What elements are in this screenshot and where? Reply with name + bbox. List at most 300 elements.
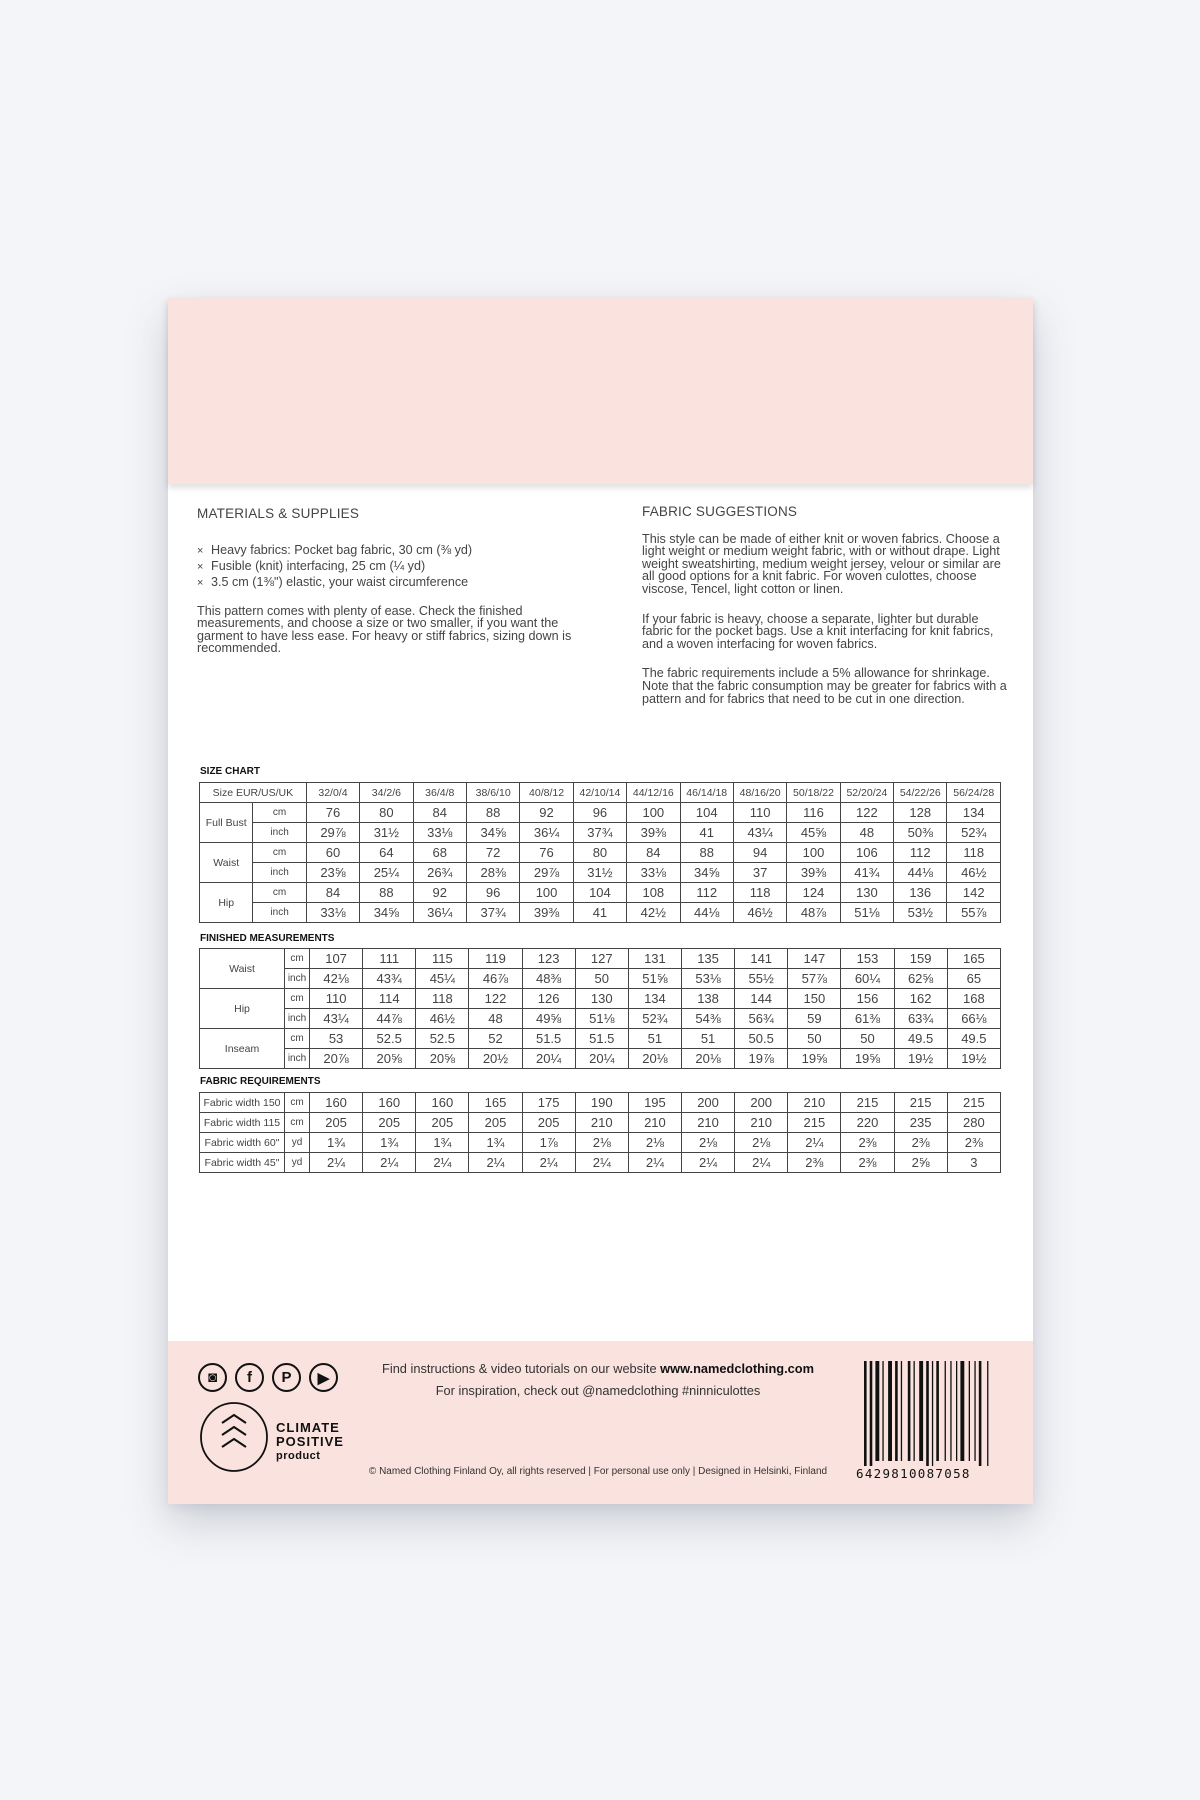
- table-row: [200, 1049, 1001, 1069]
- value-cell: 147: [788, 949, 841, 969]
- value-cell: 50: [788, 1029, 841, 1049]
- value-cell: 110: [310, 989, 363, 1009]
- barcode-bar: [960, 1361, 964, 1461]
- value-cell: 20⅞: [310, 1049, 363, 1069]
- value-cell: 50: [575, 969, 628, 989]
- value-cell: 26¾: [413, 863, 466, 883]
- value-cell: 142: [947, 883, 1001, 903]
- fabric-suggestions-title: FABRIC SUGGESTIONS: [642, 504, 798, 519]
- barcode-bar: [950, 1361, 951, 1461]
- table-row: [200, 803, 1001, 823]
- unit-cell: cm: [285, 1113, 310, 1133]
- value-cell: 106: [840, 843, 893, 863]
- fabric-requirements-table: [199, 1092, 1001, 1173]
- size-column-header: 52/20/24: [840, 783, 893, 803]
- measurement-label: Hip: [200, 989, 285, 1029]
- value-cell: 28⅜: [466, 863, 519, 883]
- value-cell: 50⅜: [894, 823, 947, 843]
- value-cell: 46½: [416, 1009, 469, 1029]
- table-row: [200, 843, 1001, 863]
- value-cell: 2⅛: [681, 1133, 734, 1153]
- value-cell: 72: [466, 843, 519, 863]
- value-cell: 80: [360, 803, 413, 823]
- value-cell: 44⅛: [894, 863, 947, 883]
- value-cell: 84: [627, 843, 680, 863]
- value-cell: 153: [841, 949, 894, 969]
- value-cell: 92: [413, 883, 466, 903]
- social-icons: [198, 1363, 338, 1392]
- value-cell: 34⅝: [680, 863, 733, 883]
- size-column-header: 44/12/16: [627, 783, 680, 803]
- value-cell: 138: [681, 989, 734, 1009]
- value-cell: 2⅝: [894, 1153, 947, 1173]
- size-column-header: 34/2/6: [360, 783, 413, 803]
- value-cell: 2¼: [628, 1153, 681, 1173]
- value-cell: 84: [413, 803, 466, 823]
- size-column-header: 40/8/12: [520, 783, 573, 803]
- value-cell: 53½: [894, 903, 947, 923]
- value-cell: 41: [573, 903, 626, 923]
- value-cell: 130: [840, 883, 893, 903]
- bullet-icon: ×: [197, 576, 204, 589]
- unit-cell: inch: [285, 1049, 310, 1069]
- value-cell: 34⅝: [360, 903, 413, 923]
- value-cell: 127: [575, 949, 628, 969]
- value-cell: 2⅛: [628, 1133, 681, 1153]
- value-cell: 31½: [360, 823, 413, 843]
- value-cell: 96: [573, 803, 626, 823]
- value-cell: 20½: [469, 1049, 522, 1069]
- barcode-bar: [987, 1361, 988, 1471]
- value-cell: 48: [840, 823, 893, 843]
- materials-note: This pattern comes with plenty of ease. Check the finished measurements, and choose a size or two smaller, if you want the garment to have less ease. For heavy or stiff fabrics, sizing down is recommended.: [197, 603, 572, 656]
- value-cell: 44⅛: [680, 903, 733, 923]
- value-cell: 100: [627, 803, 680, 823]
- barcode-bar: [875, 1361, 879, 1461]
- barcode-number: 6429810087058: [856, 1466, 1006, 1481]
- value-cell: 43¾: [363, 969, 416, 989]
- value-cell: 68: [413, 843, 466, 863]
- barcode-bar: [895, 1361, 898, 1461]
- value-cell: 135: [681, 949, 734, 969]
- value-cell: 111: [363, 949, 416, 969]
- value-cell: 52.5: [363, 1029, 416, 1049]
- inspiration-line: For inspiration, check out @namedclothing #ninniculottes: [435, 1383, 761, 1398]
- value-cell: 235: [894, 1113, 947, 1133]
- value-cell: 51.5: [522, 1029, 575, 1049]
- size-column-header: 32/0/4: [306, 783, 359, 803]
- value-cell: 61⅜: [841, 1009, 894, 1029]
- value-cell: 44⅞: [363, 1009, 416, 1029]
- unit-cell: cm: [285, 989, 310, 1009]
- measurement-label: Inseam: [200, 1029, 285, 1069]
- pink-header-band: [168, 298, 1033, 484]
- value-cell: 205: [416, 1113, 469, 1133]
- value-cell: 128: [894, 803, 947, 823]
- barcode-bar: [936, 1361, 939, 1461]
- value-cell: 210: [575, 1113, 628, 1133]
- value-cell: 118: [416, 989, 469, 1009]
- value-cell: 104: [573, 883, 626, 903]
- value-cell: 2¼: [310, 1153, 363, 1173]
- value-cell: 96: [466, 883, 519, 903]
- value-cell: 2⅜: [894, 1133, 947, 1153]
- website-line: [333, 1361, 863, 1376]
- value-cell: 20⅛: [681, 1049, 734, 1069]
- unit-cell: cm: [253, 803, 306, 823]
- fabric-width-label: Fabric width 115: [200, 1113, 285, 1133]
- value-cell: 37: [733, 863, 786, 883]
- value-cell: 144: [735, 989, 788, 1009]
- bullet-icon: ×: [197, 544, 204, 557]
- climate-positive-text: [276, 1421, 344, 1463]
- value-cell: 63¾: [894, 1009, 947, 1029]
- list-item: [197, 559, 597, 575]
- barcode-bar: [908, 1361, 911, 1461]
- climate-positive-logo-icon: [198, 1401, 270, 1473]
- measurement-label: Waist: [200, 949, 285, 989]
- value-cell: 33⅛: [306, 903, 359, 923]
- value-cell: 39⅜: [787, 863, 840, 883]
- value-cell: 51⅝: [628, 969, 681, 989]
- unit-cell: inch: [285, 969, 310, 989]
- value-cell: 220: [841, 1113, 894, 1133]
- list-item: [197, 543, 597, 559]
- value-cell: 55⅞: [947, 903, 1001, 923]
- value-cell: 141: [735, 949, 788, 969]
- value-cell: 52¾: [947, 823, 1001, 843]
- value-cell: 55½: [735, 969, 788, 989]
- value-cell: 88: [466, 803, 519, 823]
- unit-cell: cm: [285, 949, 310, 969]
- value-cell: 76: [520, 843, 573, 863]
- unit-cell: cm: [253, 843, 306, 863]
- value-cell: 190: [575, 1093, 628, 1113]
- value-cell: 1¾: [469, 1133, 522, 1153]
- value-cell: 19⅝: [841, 1049, 894, 1069]
- value-cell: 20⅝: [416, 1049, 469, 1069]
- value-cell: 31½: [573, 863, 626, 883]
- value-cell: 25¼: [360, 863, 413, 883]
- value-cell: 50.5: [735, 1029, 788, 1049]
- value-cell: 49.5: [947, 1029, 1000, 1049]
- value-cell: 45⅝: [787, 823, 840, 843]
- copyright: © Named Clothing Finland Oy, all rights reserved | For personal use only | Designed in Helsinki, Finland: [368, 1466, 828, 1477]
- measurement-label: Hip: [200, 883, 253, 923]
- website-prefix: Find instructions & video tutorials on our website: [382, 1361, 661, 1376]
- value-cell: 2¼: [363, 1153, 416, 1173]
- value-cell: 205: [310, 1113, 363, 1133]
- value-cell: 2¼: [522, 1153, 575, 1173]
- table-row: [200, 863, 1001, 883]
- value-cell: 118: [947, 843, 1001, 863]
- barcode-icon: [862, 1361, 1002, 1471]
- value-cell: 52: [469, 1029, 522, 1049]
- value-cell: 2¼: [788, 1133, 841, 1153]
- value-cell: 160: [416, 1093, 469, 1113]
- measurement-label: Waist: [200, 843, 253, 883]
- value-cell: 36¼: [413, 903, 466, 923]
- size-column-header: 42/10/14: [573, 783, 626, 803]
- size-column-header: 54/22/26: [894, 783, 947, 803]
- value-cell: 46½: [733, 903, 786, 923]
- value-cell: 19⅝: [788, 1049, 841, 1069]
- value-cell: 33⅛: [627, 863, 680, 883]
- value-cell: 41: [680, 823, 733, 843]
- value-cell: 210: [788, 1093, 841, 1113]
- value-cell: 39⅜: [627, 823, 680, 843]
- value-cell: 23⅝: [306, 863, 359, 883]
- value-cell: 1¾: [363, 1133, 416, 1153]
- barcode-bar: [870, 1361, 873, 1471]
- value-cell: 51.5: [575, 1029, 628, 1049]
- unit-cell: cm: [253, 883, 306, 903]
- value-cell: 20⅛: [628, 1049, 681, 1069]
- table-row: [200, 883, 1001, 903]
- table-row: [200, 1093, 1001, 1113]
- value-cell: 2⅜: [841, 1153, 894, 1173]
- value-cell: 48: [469, 1009, 522, 1029]
- value-cell: 108: [627, 883, 680, 903]
- value-cell: 134: [628, 989, 681, 1009]
- value-cell: 122: [840, 803, 893, 823]
- paragraph: The fabric requirements include a 5% allowance for shrinkage. Note that the fabric consumption may be greater for fabrics with a pattern and for fabrics that need to be cut in one direction.: [642, 666, 1007, 706]
- value-cell: 45¼: [416, 969, 469, 989]
- size-column-header: 50/18/22: [787, 783, 840, 803]
- value-cell: 2⅜: [841, 1133, 894, 1153]
- value-cell: 215: [947, 1093, 1000, 1113]
- value-cell: 280: [947, 1113, 1000, 1133]
- value-cell: 59: [788, 1009, 841, 1029]
- value-cell: 39⅜: [520, 903, 573, 923]
- pink-footer-band: [168, 1341, 1033, 1504]
- value-cell: 42⅛: [310, 969, 363, 989]
- value-cell: 1⅞: [522, 1133, 575, 1153]
- fabric-width-label: Fabric width 45": [200, 1153, 285, 1173]
- value-cell: 49⅝: [522, 1009, 575, 1029]
- barcode-bar: [956, 1361, 957, 1461]
- size-column-header: 56/24/28: [947, 783, 1001, 803]
- value-cell: 52¾: [628, 1009, 681, 1029]
- value-cell: 1¾: [416, 1133, 469, 1153]
- value-cell: 195: [628, 1093, 681, 1113]
- table-row: [200, 969, 1001, 989]
- value-cell: 80: [573, 843, 626, 863]
- materials-title: MATERIALS & SUPPLIES: [197, 506, 360, 521]
- value-cell: 29⅞: [306, 823, 359, 843]
- value-cell: 2⅜: [947, 1133, 1000, 1153]
- table-row: [200, 949, 1001, 969]
- value-cell: 110: [733, 803, 786, 823]
- value-cell: 200: [681, 1093, 734, 1113]
- value-cell: 66⅛: [947, 1009, 1000, 1029]
- value-cell: 2¼: [416, 1153, 469, 1173]
- table-row: [200, 1009, 1001, 1029]
- value-cell: 1¾: [310, 1133, 363, 1153]
- value-cell: 43¼: [310, 1009, 363, 1029]
- value-cell: 48⅜: [522, 969, 575, 989]
- unit-cell: inch: [253, 823, 306, 843]
- value-cell: 2¼: [469, 1153, 522, 1173]
- value-cell: 20⅝: [363, 1049, 416, 1069]
- value-cell: 131: [628, 949, 681, 969]
- value-cell: 65: [947, 969, 1000, 989]
- table-row: [200, 903, 1001, 923]
- pinterest-icon[interactable]: P: [272, 1363, 301, 1392]
- finished-measurements-title: FINISHED MEASUREMENTS: [200, 933, 335, 944]
- value-cell: 200: [735, 1093, 788, 1113]
- barcode-bar: [864, 1361, 867, 1471]
- fabric-suggestions-section: [642, 506, 1007, 722]
- value-cell: 51⅛: [840, 903, 893, 923]
- value-cell: 160: [310, 1093, 363, 1113]
- value-cell: 175: [522, 1093, 575, 1113]
- material-item: 3.5 cm (1⅜") elastic, your waist circumference: [211, 574, 469, 589]
- value-cell: 134: [947, 803, 1001, 823]
- list-item: [197, 575, 597, 591]
- value-cell: 210: [735, 1113, 788, 1133]
- value-cell: 159: [894, 949, 947, 969]
- value-cell: 48⅞: [787, 903, 840, 923]
- facebook-icon[interactable]: f: [235, 1363, 264, 1392]
- climate-line: product: [276, 1450, 321, 1462]
- website-link[interactable]: www.namedclothing.com: [660, 1361, 814, 1376]
- value-cell: 150: [788, 989, 841, 1009]
- value-cell: 104: [680, 803, 733, 823]
- unit-cell: yd: [285, 1153, 310, 1173]
- value-cell: 114: [363, 989, 416, 1009]
- value-cell: 51: [681, 1029, 734, 1049]
- material-item: Fusible (knit) interfacing, 25 cm (¼ yd): [211, 558, 426, 573]
- size-column-header: 48/16/20: [733, 783, 786, 803]
- table-row: [200, 823, 1001, 843]
- value-cell: 162: [894, 989, 947, 1009]
- unit-cell: inch: [253, 863, 306, 883]
- value-cell: 124: [787, 883, 840, 903]
- size-column-header: 46/14/18: [680, 783, 733, 803]
- climate-line: POSITIVE: [276, 1434, 344, 1449]
- finished-measurements-table: [199, 948, 1001, 1069]
- table-row: [200, 989, 1001, 1009]
- value-cell: 43¼: [733, 823, 786, 843]
- unit-cell: yd: [285, 1133, 310, 1153]
- value-cell: 168: [947, 989, 1000, 1009]
- value-cell: 33⅛: [413, 823, 466, 843]
- value-cell: 92: [520, 803, 573, 823]
- barcode-bar: [979, 1361, 982, 1471]
- value-cell: 62⅝: [894, 969, 947, 989]
- value-cell: 37¾: [573, 823, 626, 843]
- value-cell: 20¼: [522, 1049, 575, 1069]
- table-row: [200, 1029, 1001, 1049]
- value-cell: 36¼: [520, 823, 573, 843]
- value-cell: 54⅜: [681, 1009, 734, 1029]
- climate-line: CLIMATE: [276, 1420, 340, 1435]
- value-cell: 130: [575, 989, 628, 1009]
- value-cell: 20¼: [575, 1049, 628, 1069]
- youtube-icon[interactable]: ▶: [309, 1363, 338, 1392]
- value-cell: 19½: [947, 1049, 1000, 1069]
- value-cell: 60¼: [841, 969, 894, 989]
- value-cell: 46⅞: [469, 969, 522, 989]
- barcode-bar: [919, 1361, 923, 1461]
- value-cell: 60: [306, 843, 359, 863]
- value-cell: 112: [894, 843, 947, 863]
- value-cell: 156: [841, 989, 894, 1009]
- value-cell: 210: [628, 1113, 681, 1133]
- material-item: Heavy fabrics: Pocket bag fabric, 30 cm (⅜ yd): [211, 542, 473, 557]
- value-cell: 118: [733, 883, 786, 903]
- barcode-bar: [974, 1361, 975, 1461]
- barcode-bar: [926, 1361, 929, 1471]
- value-cell: 215: [894, 1093, 947, 1113]
- materials-list: [197, 543, 597, 591]
- measurement-label: Full Bust: [200, 803, 253, 843]
- barcode-bar: [932, 1361, 933, 1471]
- value-cell: 56¾: [735, 1009, 788, 1029]
- unit-cell: inch: [285, 1009, 310, 1029]
- value-cell: 2⅛: [575, 1133, 628, 1153]
- fabric-width-label: Fabric width 150: [200, 1093, 285, 1113]
- value-cell: 50: [841, 1029, 894, 1049]
- barcode-bar: [945, 1361, 946, 1461]
- value-cell: 215: [841, 1093, 894, 1113]
- value-cell: 100: [787, 843, 840, 863]
- unit-cell: cm: [285, 1093, 310, 1113]
- barcode-bar: [888, 1361, 892, 1461]
- value-cell: 49.5: [894, 1029, 947, 1049]
- value-cell: 52.5: [416, 1029, 469, 1049]
- value-cell: 116: [787, 803, 840, 823]
- table-row: [200, 1113, 1001, 1133]
- size-chart-table: [199, 782, 1001, 923]
- value-cell: 46½: [947, 863, 1001, 883]
- value-cell: 107: [310, 949, 363, 969]
- value-cell: 122: [469, 989, 522, 1009]
- barcode-bar: [901, 1361, 902, 1461]
- value-cell: 2¼: [735, 1153, 788, 1173]
- value-cell: 42½: [627, 903, 680, 923]
- value-cell: 205: [469, 1113, 522, 1133]
- value-cell: 53⅛: [681, 969, 734, 989]
- value-cell: 57⅞: [788, 969, 841, 989]
- value-cell: 88: [360, 883, 413, 903]
- size-header-label: Size EUR/US/UK: [200, 783, 307, 803]
- value-cell: 165: [469, 1093, 522, 1113]
- value-cell: 88: [680, 843, 733, 863]
- value-cell: 19½: [894, 1049, 947, 1069]
- instagram-icon[interactable]: ◙: [198, 1363, 227, 1392]
- value-cell: 37¾: [466, 903, 519, 923]
- size-chart-title: SIZE CHART: [200, 766, 260, 777]
- value-cell: 215: [788, 1113, 841, 1133]
- size-column-header: 38/6/10: [466, 783, 519, 803]
- value-cell: 51: [628, 1029, 681, 1049]
- value-cell: 94: [733, 843, 786, 863]
- value-cell: 115: [416, 949, 469, 969]
- value-cell: 2¼: [575, 1153, 628, 1173]
- table-row: [200, 1153, 1001, 1173]
- value-cell: 126: [522, 989, 575, 1009]
- value-cell: 210: [681, 1113, 734, 1133]
- value-cell: 205: [522, 1113, 575, 1133]
- value-cell: 19⅞: [735, 1049, 788, 1069]
- value-cell: 84: [306, 883, 359, 903]
- value-cell: 3: [947, 1153, 1000, 1173]
- fabric-width-label: Fabric width 60": [200, 1133, 285, 1153]
- value-cell: 51⅛: [575, 1009, 628, 1029]
- bullet-icon: ×: [197, 560, 204, 573]
